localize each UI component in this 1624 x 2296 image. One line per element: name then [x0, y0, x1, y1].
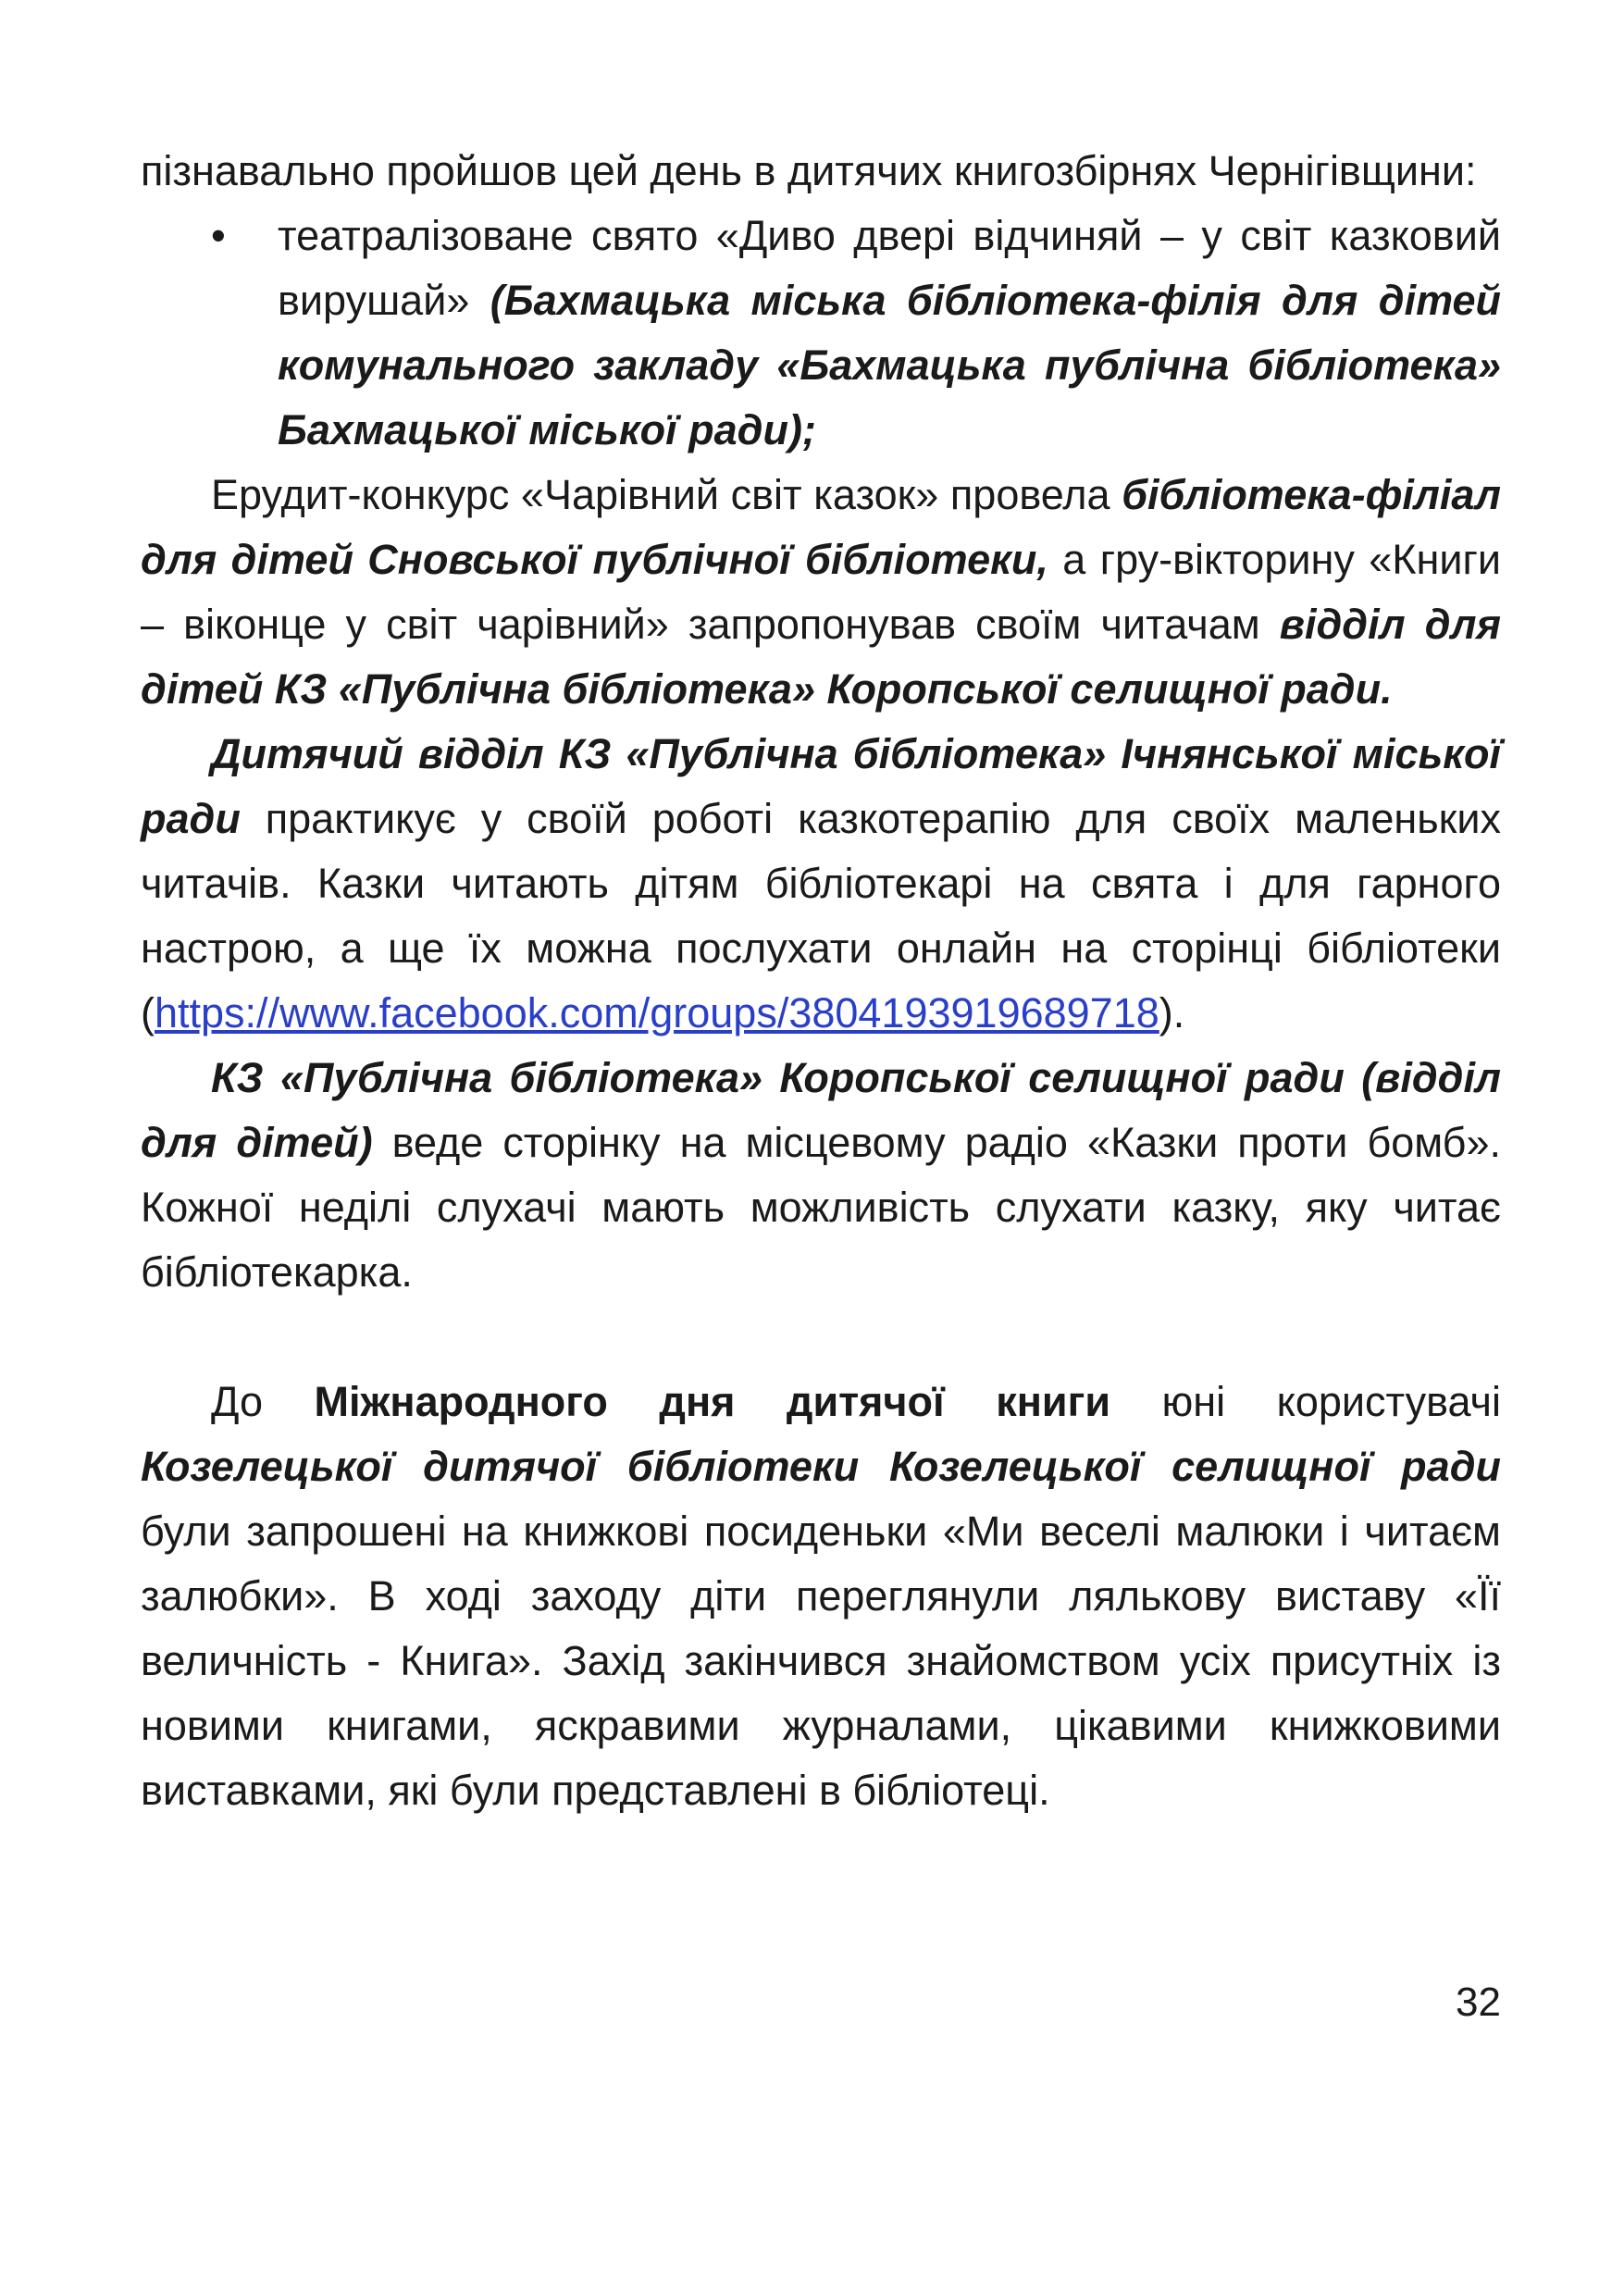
koropska-library: КЗ «Публічна бібліотека» Коропської селищної ради (відділ для дітей) — [141, 1054, 1501, 1166]
paragraph-koropska — [141, 1046, 1501, 1305]
kozelets-text-3: були запрошені на книжкові посиденьки «Ми веселі малюки і читаєм залюбки». В ході заходу діти переглянули лялькову виставу «Її величність - Книга». Захід закінчився знайомством усіх присутніх із новими книгами, яскравими журналами, цікавими книжковими виставками, які були представлені в бібліотеці. — [141, 1508, 1501, 1814]
erudite-library-1: бібліотека-філіал для дітей Сновської публічної бібліотеки, — [141, 471, 1501, 583]
kozelets-text-2: юні користувачі — [1110, 1378, 1502, 1425]
kozelets-library: Козелецької дитячої бібліотеки Козелецької селищної ради — [141, 1443, 1501, 1490]
koropska-text: веде сторінку на місцевому радіо «Казки проти бомб». Кожної неділі слухачі мають можливість слухати казку, яку читає бібліотекарка. — [141, 1119, 1501, 1296]
paragraph-ichnia — [141, 722, 1501, 1046]
intro-text: пізнавально пройшов цей день в дитячих книгозбірнях Чернігівщини: — [141, 147, 1477, 194]
paragraph-kozelets — [141, 1370, 1501, 1823]
document-body — [141, 139, 1501, 1823]
erudite-library-2: відділ для дітей КЗ «Публічна бібліотека» Коропської селищної ради. — [141, 601, 1502, 713]
event-list — [141, 204, 1501, 463]
ichnia-library: Дитячий відділ КЗ «Публічна бібліотека» Ічнянської міської ради — [141, 730, 1501, 842]
page-number: 32 — [1456, 1980, 1501, 2025]
list-item — [141, 204, 1501, 463]
erudite-text-2: а гру-вікторину «Книги – віконце у світ чарівний» запропонував своїм читачам — [141, 536, 1502, 648]
erudite-text-1: Ерудит-конкурс «Чарівний світ казок» провела — [211, 471, 1122, 518]
paragraph-erudite — [141, 463, 1501, 722]
list-item-text: театралізоване свято «Диво двері відчиняй – у світ казковий вирушай» — [278, 212, 1501, 324]
intro-paragraph — [141, 139, 1501, 204]
kozelets-event-title: Міжнародного дня дитячої книги — [314, 1378, 1110, 1425]
facebook-group-link[interactable]: https://www.facebook.com/groups/3804193919689718 — [155, 989, 1159, 1036]
paragraph-spacer — [141, 1305, 1501, 1370]
kozelets-text-1: До — [211, 1378, 315, 1425]
ichnia-text-2: ). — [1159, 989, 1185, 1036]
ichnia-text-1: практикує у своїй роботі казкотерапію для своїх маленьких читачів. Казки читають дітям бібліотекарі на свята і для гарного настрою, а ще їх можна послухати онлайн на сторінці бібліотеки ( — [141, 795, 1501, 1036]
list-item-library: (Бахмацька міська бібліотека-філія для дітей комунального закладу «Бахмацька публічна бібліотека» Бахмацької міської ради); — [278, 277, 1502, 453]
bullet-icon: • — [211, 212, 226, 259]
